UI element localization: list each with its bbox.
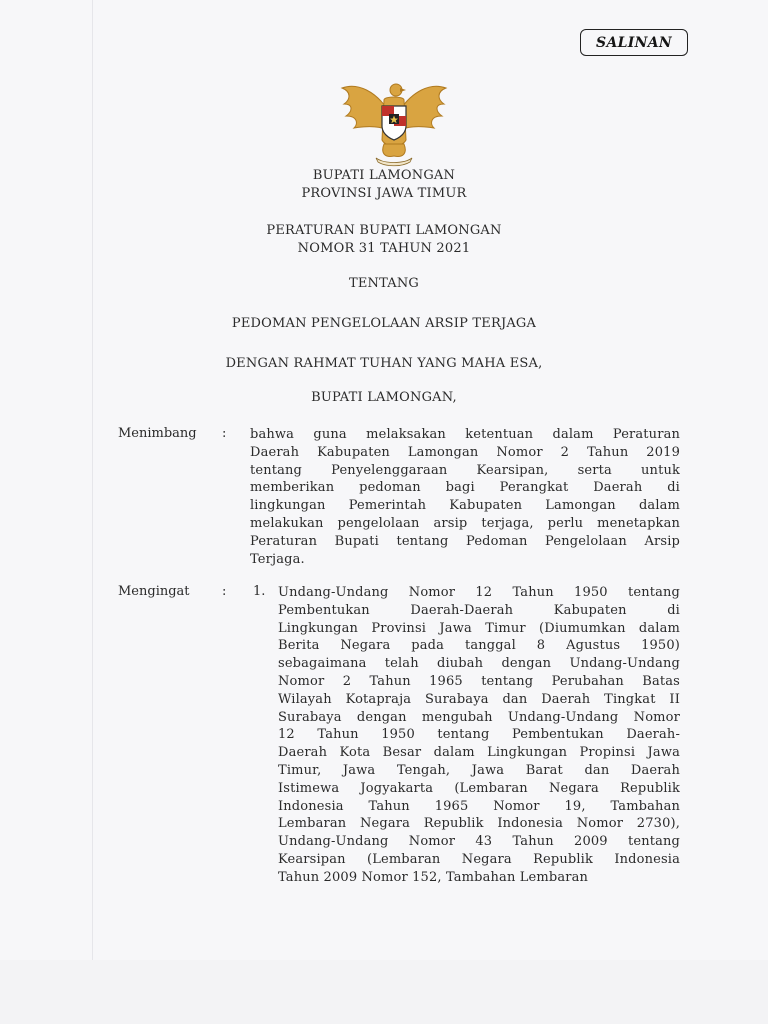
mengingat-line: Berita Negara pada tanggal 8 Agustus 1950): [278, 638, 680, 654]
menimbang-colon: :: [222, 426, 227, 441]
header-line-1: BUPATI LAMONGAN: [312, 168, 456, 183]
mengingat-colon: :: [222, 584, 227, 599]
salinan-stamp: SALINAN: [580, 29, 688, 56]
mengingat-line: 12 Tahun 1950 tentang Pembentukan Daerah-: [278, 727, 680, 743]
mengingat-line: Indonesia Tahun 1965 Nomor 19, Tambahan: [278, 798, 680, 814]
mengingat-item-text: [278, 584, 680, 887]
regulation-subject: PEDOMAN PENGELOLAAN ARSIP TERJAGA: [231, 316, 537, 331]
regulation-title: PERATURAN BUPATI LAMONGAN: [266, 223, 502, 238]
mengingat-item-number: 1.: [253, 584, 266, 599]
menimbang-line: Peraturan Bupati tentang Pedoman Pengelolaan Arsip: [250, 533, 680, 549]
preamble-authority: BUPATI LAMONGAN,: [311, 390, 457, 405]
mengingat-line: Daerah Kota Besar dalam Lingkungan Propinsi Jawa: [278, 745, 680, 761]
mengingat-line: sebagaimana telah diubah dengan Undang-Undang: [278, 656, 680, 672]
mengingat-line: Undang-Undang Nomor 43 Tahun 2009 tentang: [278, 834, 680, 850]
header-line-2: PROVINSI JAWA TIMUR: [301, 186, 467, 201]
menimbang-text: [250, 426, 680, 568]
menimbang-line: bahwa guna melaksakan ketentuan dalam Peraturan: [250, 427, 680, 442]
mengingat-line: Lembaran Negara Republik Indonesia Nomor 2730),: [278, 816, 680, 832]
menimbang-line: lingkungan Pemerintah Kabupaten Lamongan dalam: [250, 498, 680, 514]
mengingat-line: Nomor 2 Tahun 1965 tentang Perubahan Batas: [278, 673, 680, 689]
menimbang-line: tentang Penyelenggaraan Kearsipan, serta untuk: [250, 462, 680, 478]
regulation-number: NOMOR 31 TAHUN 2021: [297, 241, 471, 256]
mengingat-line: Wilayah Kotapraja Surabaya dan Daerah Tingkat II: [278, 691, 680, 707]
mengingat-line: Undang-Undang Nomor 12 Tahun 1950 tentang: [278, 585, 680, 600]
menimbang-label: Menimbang: [118, 426, 197, 441]
mengingat-line: Pembentukan Daerah-Daerah Kabupaten di: [278, 602, 680, 618]
mengingat-line: Timur, Jawa Tengah, Jawa Barat dan Daerah: [278, 762, 680, 778]
mengingat-line: Lingkungan Provinsi Jawa Timur (Diumumkan dalam: [278, 620, 680, 636]
menimbang-line: Terjaga.: [250, 551, 305, 567]
mengingat-label: Mengingat: [118, 584, 190, 599]
menimbang-line: memberikan pedoman bagi Perangkat Daerah di: [250, 480, 680, 496]
mengingat-line: Istimewa Jogyakarta (Lembaran Negara Republik: [278, 780, 680, 796]
page-edge-line: [92, 0, 93, 960]
mengingat-line: Kearsipan (Lembaran Negara Republik Indonesia: [278, 851, 680, 867]
menimbang-line: Daerah Kabupaten Lamongan Nomor 2 Tahun 2019: [250, 444, 680, 460]
garuda-emblem-icon: [336, 70, 452, 170]
regulation-about: TENTANG: [348, 276, 420, 291]
mengingat-line: Surabaya dengan mengubah Undang-Undang Nomor: [278, 709, 680, 725]
mengingat-line: Tahun 2009 Nomor 152, Tambahan Lembaran: [278, 869, 589, 885]
preamble-blessing: DENGAN RAHMAT TUHAN YANG MAHA ESA,: [225, 356, 543, 371]
menimbang-line: melakukan pengelolaan arsip terjaga, perlu menetapkan: [250, 515, 680, 531]
